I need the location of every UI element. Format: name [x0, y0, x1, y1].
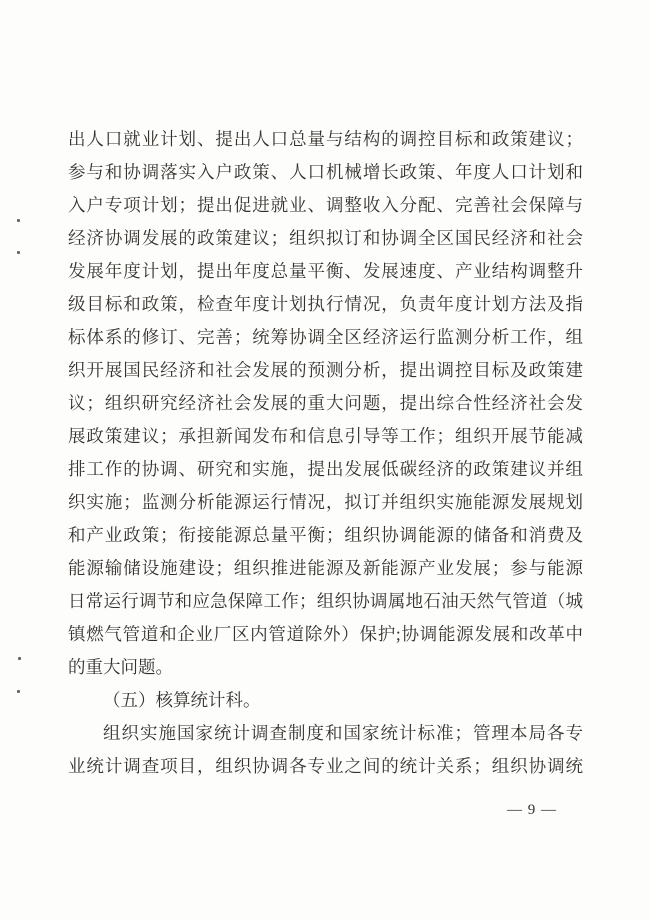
- scan-artifact-dot: [17, 690, 20, 693]
- text-line: 组织实施国家统计调查制度和国家统计标准；管理本局各专: [103, 723, 583, 743]
- text-line: （五）核算统计科。: [103, 690, 261, 710]
- text-line: 镇燃气管道和企业厂区内管道除外）保护;协调能源发展和改革中: [68, 624, 583, 644]
- text-line: 织开展国民经济和社会发展的预测分析，提出调控目标及政策建: [68, 360, 583, 380]
- page-number: — 9 —: [507, 802, 557, 818]
- text-line: 参与和协调落实入户政策、人口机械增长政策、年度人口计划和: [68, 162, 583, 182]
- text-line: 议；组织研究经济社会发展的重大问题，提出综合性经济社会发: [68, 393, 583, 413]
- text-line: 织实施；监测分析能源运行情况，拟订并组织实施能源发展规划: [68, 492, 583, 512]
- text-line: 和产业政策；衔接能源总量平衡；组织协调能源的储备和消费及: [68, 525, 583, 545]
- text-line: 出人口就业计划、提出人口总量与结构的调控目标和政策建议；: [68, 129, 583, 149]
- text-line: 的重大问题。: [68, 657, 173, 677]
- text-line: 展政策建议；承担新闻发布和信息引导等工作；组织开展节能减: [68, 426, 583, 446]
- text-line: 入户专项计划；提出促进就业、调整收入分配、完善社会保障与: [68, 195, 583, 215]
- document-body: [68, 123, 583, 783]
- text-line: 发展年度计划，提出年度总量平衡、发展速度、产业结构调整升: [68, 261, 583, 281]
- text-line: 经济协调发展的政策建议；组织拟订和协调全区国民经济和社会: [68, 228, 583, 248]
- text-line: 排工作的协调、研究和实施，提出发展低碳经济的政策建议并组: [68, 459, 583, 479]
- text-line: 能源输储设施建设；组织推进能源及新能源产业发展；参与能源: [68, 558, 583, 578]
- scan-artifact-dot: [17, 251, 20, 254]
- text-line: 日常运行调节和应急保障工作；组织协调属地石油天然气管道（城: [68, 591, 583, 611]
- text-line: 标体系的修订、完善；统筹协调全区经济运行监测分析工作，组: [68, 327, 583, 347]
- text-line: 业统计调查项目，组织协调各专业之间的统计关系；组织协调统: [68, 756, 583, 776]
- text-line: 级目标和政策，检查年度计划执行情况，负责年度计划方法及指: [68, 294, 583, 314]
- scan-artifact-dot: [17, 219, 20, 222]
- scan-artifact-dot: [18, 657, 21, 660]
